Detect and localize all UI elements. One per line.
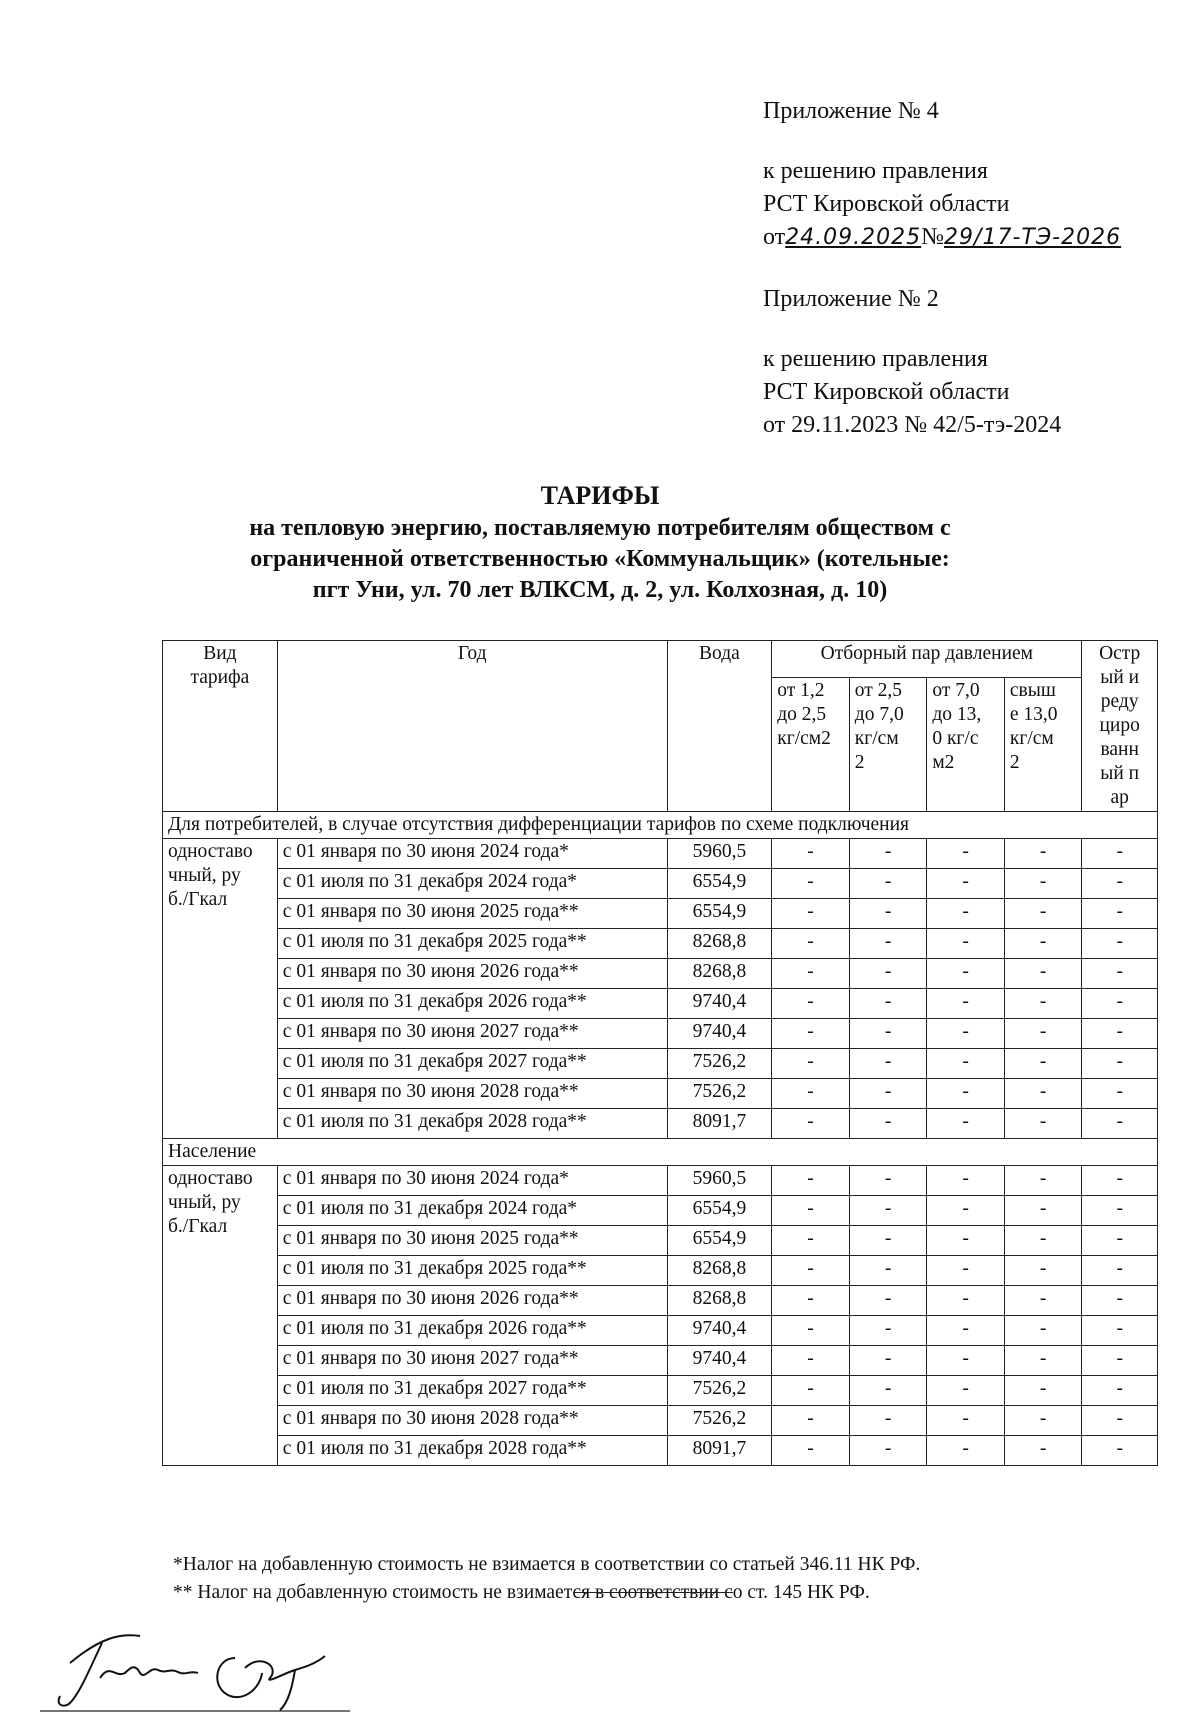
section-title: Население	[163, 1139, 1158, 1166]
steam-value: -	[1004, 1226, 1082, 1256]
steam-value: -	[1004, 1376, 1082, 1406]
divider-line	[573, 1592, 733, 1593]
steam-value: -	[927, 1256, 1005, 1286]
steam-value: -	[927, 1346, 1005, 1376]
steam-value: -	[927, 989, 1005, 1019]
steam-value: -	[1082, 989, 1158, 1019]
water-value: 8268,8	[667, 1286, 772, 1316]
steam-value: -	[772, 1286, 850, 1316]
steam-value: -	[849, 1436, 927, 1466]
steam-value: -	[1082, 959, 1158, 989]
appendix-4-line3: от24.09.2025№29/17-ТЭ-2026	[763, 224, 1122, 250]
footnote-2: ** Налог на добавленную стоимость не взимается в соответствии со ст. 145 НК РФ.	[173, 1582, 870, 1603]
steam-value: -	[1004, 929, 1082, 959]
water-value: 6554,9	[667, 869, 772, 899]
steam-value: -	[1082, 1346, 1158, 1376]
steam-value: -	[772, 959, 850, 989]
steam-value: -	[1082, 1376, 1158, 1406]
table-row	[163, 989, 1158, 1019]
steam-value: -	[927, 1376, 1005, 1406]
steam-value: -	[1004, 1049, 1082, 1079]
table-row	[163, 869, 1158, 899]
steam-value: -	[849, 869, 927, 899]
header-steam-4: свыше 13,0 кг/см2	[1004, 677, 1082, 811]
table-row	[163, 1019, 1158, 1049]
header-steam-2: от 2,5 до 7,0 кг/см2	[849, 677, 927, 811]
header-steam-1: от 1,2 до 2,5 кг/см2	[772, 677, 850, 811]
water-value: 6554,9	[667, 899, 772, 929]
steam-value: -	[772, 1049, 850, 1079]
steam-value: -	[849, 839, 927, 869]
steam-value: -	[1004, 1079, 1082, 1109]
title-line-3: пгт Уни, ул. 70 лет ВЛКСМ, д. 2, ул. Колхозная, д. 10)	[312, 577, 888, 603]
steam-value: -	[849, 959, 927, 989]
header-sharp-steam: Острый и редуцированный пар	[1082, 641, 1158, 812]
table-row	[163, 1079, 1158, 1109]
handwritten-number: 29/17-ТЭ-2026	[944, 225, 1122, 250]
steam-value: -	[1082, 869, 1158, 899]
steam-value: -	[1082, 1109, 1158, 1139]
steam-value: -	[1082, 1019, 1158, 1049]
header-water: Вода	[667, 641, 772, 812]
steam-value: -	[927, 959, 1005, 989]
table-row	[163, 1376, 1158, 1406]
title-main: ТАРИФЫ	[540, 481, 660, 510]
table-row	[163, 1346, 1158, 1376]
footnotes	[173, 1551, 920, 1607]
table-row	[163, 959, 1158, 989]
water-value: 7526,2	[667, 1376, 772, 1406]
steam-value: -	[849, 1166, 927, 1196]
steam-value: -	[772, 1226, 850, 1256]
table-row	[163, 1436, 1158, 1466]
steam-value: -	[849, 929, 927, 959]
table-row	[163, 1226, 1158, 1256]
water-value: 9740,4	[667, 1019, 772, 1049]
water-value: 7526,2	[667, 1049, 772, 1079]
steam-value: -	[927, 1286, 1005, 1316]
period-cell: с 01 января по 30 июня 2026 года**	[277, 959, 667, 989]
steam-value: -	[927, 1166, 1005, 1196]
table-row	[163, 1316, 1158, 1346]
table-row	[163, 1166, 1158, 1196]
steam-value: -	[927, 1196, 1005, 1226]
steam-value: -	[1082, 1226, 1158, 1256]
steam-value: -	[772, 1376, 850, 1406]
period-cell: с 01 июля по 31 декабря 2028 года**	[277, 1109, 667, 1139]
steam-value: -	[849, 989, 927, 1019]
steam-value: -	[849, 1286, 927, 1316]
appendix-2-line3: от 29.11.2023 № 42/5-тэ-2024	[763, 412, 1062, 438]
water-value: 8268,8	[667, 929, 772, 959]
period-cell: с 01 июля по 31 декабря 2027 года**	[277, 1049, 667, 1079]
tariffs-table-body	[163, 812, 1158, 1466]
header-steam: Отборный пар давлением	[772, 641, 1082, 678]
tariff-kind: одноставочный, руб./Гкал	[163, 1166, 278, 1466]
steam-value: -	[849, 1256, 927, 1286]
table-row	[163, 1049, 1158, 1079]
water-value: 6554,9	[667, 1226, 772, 1256]
steam-value: -	[849, 1376, 927, 1406]
steam-value: -	[772, 839, 850, 869]
steam-value: -	[772, 1196, 850, 1226]
period-cell: с 01 июля по 31 декабря 2026 года**	[277, 989, 667, 1019]
steam-value: -	[927, 1079, 1005, 1109]
steam-value: -	[772, 1019, 850, 1049]
period-cell: с 01 января по 30 июня 2025 года**	[277, 899, 667, 929]
steam-value: -	[849, 899, 927, 929]
table-row	[163, 1109, 1158, 1139]
steam-value: -	[772, 1316, 850, 1346]
appendix-2-line1: к решению правления	[763, 346, 988, 372]
steam-value: -	[772, 989, 850, 1019]
steam-value: -	[849, 1079, 927, 1109]
steam-value: -	[1004, 1436, 1082, 1466]
steam-value: -	[1082, 929, 1158, 959]
steam-value: -	[1004, 1196, 1082, 1226]
water-value: 7526,2	[667, 1406, 772, 1436]
steam-value: -	[772, 1109, 850, 1139]
handwritten-date: 24.09.2025	[785, 225, 922, 250]
water-value: 6554,9	[667, 1196, 772, 1226]
steam-value: -	[849, 1019, 927, 1049]
period-cell: с 01 января по 30 июня 2028 года**	[277, 1406, 667, 1436]
steam-value: -	[772, 869, 850, 899]
period-cell: с 01 января по 30 июня 2027 года**	[277, 1019, 667, 1049]
period-cell: с 01 января по 30 июня 2026 года**	[277, 1286, 667, 1316]
steam-value: -	[1004, 1286, 1082, 1316]
appendix-2-line2: РСТ Кировской области	[763, 379, 1010, 405]
steam-value: -	[849, 1316, 927, 1346]
water-value: 5960,5	[667, 839, 772, 869]
steam-value: -	[927, 839, 1005, 869]
table-row	[163, 1256, 1158, 1286]
steam-value: -	[772, 1436, 850, 1466]
steam-value: -	[1082, 899, 1158, 929]
steam-value: -	[1082, 1286, 1158, 1316]
water-value: 9740,4	[667, 1316, 772, 1346]
steam-value: -	[927, 929, 1005, 959]
steam-value: -	[1004, 839, 1082, 869]
steam-value: -	[1082, 1256, 1158, 1286]
table-row	[163, 839, 1158, 869]
water-value: 7526,2	[667, 1079, 772, 1109]
table-row	[163, 1196, 1158, 1226]
steam-value: -	[1082, 1406, 1158, 1436]
period-cell: с 01 января по 30 июня 2027 года**	[277, 1346, 667, 1376]
period-cell: с 01 июля по 31 декабря 2024 года*	[277, 1196, 667, 1226]
steam-value: -	[927, 1226, 1005, 1256]
steam-value: -	[849, 1226, 927, 1256]
steam-value: -	[1004, 1019, 1082, 1049]
water-value: 8091,7	[667, 1436, 772, 1466]
steam-value: -	[849, 1406, 927, 1436]
document-title	[150, 480, 1050, 606]
steam-value: -	[1082, 1079, 1158, 1109]
steam-value: -	[1004, 899, 1082, 929]
steam-value: -	[1082, 1436, 1158, 1466]
steam-value: -	[1004, 1406, 1082, 1436]
appendix-2-title: Приложение № 2	[763, 286, 939, 312]
steam-value: -	[849, 1346, 927, 1376]
steam-value: -	[927, 1436, 1005, 1466]
title-line-2: ограниченной ответственностью «Коммунальщик» (котельные:	[250, 546, 950, 572]
steam-value: -	[849, 1109, 927, 1139]
table-row	[163, 929, 1158, 959]
steam-value: -	[1082, 1316, 1158, 1346]
steam-value: -	[927, 1316, 1005, 1346]
steam-value: -	[927, 1019, 1005, 1049]
period-cell: с 01 января по 30 июня 2025 года**	[277, 1226, 667, 1256]
steam-value: -	[1004, 869, 1082, 899]
period-cell: с 01 июля по 31 декабря 2024 года*	[277, 869, 667, 899]
steam-value: -	[772, 1079, 850, 1109]
steam-value: -	[927, 1049, 1005, 1079]
steam-value: -	[1004, 989, 1082, 1019]
steam-value: -	[772, 1256, 850, 1286]
water-value: 8268,8	[667, 959, 772, 989]
steam-value: -	[1004, 959, 1082, 989]
appendix-2-block	[763, 283, 1061, 442]
steam-value: -	[849, 1049, 927, 1079]
steam-value: -	[772, 929, 850, 959]
period-cell: с 01 июля по 31 декабря 2026 года**	[277, 1316, 667, 1346]
steam-value: -	[1082, 1196, 1158, 1226]
period-cell: с 01 июля по 31 декабря 2025 года**	[277, 929, 667, 959]
table-row	[163, 1286, 1158, 1316]
tariff-kind: одноставочный, руб./Гкал	[163, 839, 278, 1139]
period-cell: с 01 июля по 31 декабря 2028 года**	[277, 1436, 667, 1466]
handwritten-signature	[30, 1618, 350, 1718]
appendix-4-title: Приложение № 4	[763, 98, 939, 124]
water-value: 9740,4	[667, 989, 772, 1019]
header-vid: Вид тарифа	[163, 641, 278, 812]
steam-value: -	[772, 899, 850, 929]
steam-value: -	[1082, 1049, 1158, 1079]
steam-value: -	[1004, 1166, 1082, 1196]
appendix-4-line2: РСТ Кировской области	[763, 191, 1010, 217]
water-value: 9740,4	[667, 1346, 772, 1376]
steam-value: -	[927, 1109, 1005, 1139]
period-cell: с 01 июля по 31 декабря 2025 года**	[277, 1256, 667, 1286]
steam-value: -	[772, 1166, 850, 1196]
table-row	[163, 899, 1158, 929]
steam-value: -	[1004, 1256, 1082, 1286]
header-year: Год	[277, 641, 667, 812]
steam-value: -	[1004, 1109, 1082, 1139]
steam-value: -	[1082, 1166, 1158, 1196]
period-cell: с 01 июля по 31 декабря 2027 года**	[277, 1376, 667, 1406]
appendix-4-block	[763, 95, 1121, 254]
water-value: 5960,5	[667, 1166, 772, 1196]
table-row	[163, 1406, 1158, 1436]
steam-value: -	[927, 899, 1005, 929]
section-title: Для потребителей, в случае отсутствия дифференциации тарифов по схеме подключения	[163, 812, 1158, 839]
steam-value: -	[927, 1406, 1005, 1436]
header-steam-3: от 7,0 до 13,0 кг/см2	[927, 677, 1005, 811]
steam-value: -	[772, 1346, 850, 1376]
steam-value: -	[1004, 1346, 1082, 1376]
steam-value: -	[849, 1196, 927, 1226]
appendix-4-line1: к решению правления	[763, 158, 988, 184]
period-cell: с 01 января по 30 июня 2028 года**	[277, 1079, 667, 1109]
steam-value: -	[927, 869, 1005, 899]
steam-value: -	[772, 1406, 850, 1436]
steam-value: -	[1082, 839, 1158, 869]
footnote-1: *Налог на добавленную стоимость не взимается в соответствии со статьей 346.11 НК РФ.	[173, 1554, 921, 1575]
period-cell: с 01 января по 30 июня 2024 года*	[277, 839, 667, 869]
steam-value: -	[1004, 1316, 1082, 1346]
title-line-1: на тепловую энергию, поставляемую потребителям обществом с	[249, 515, 951, 541]
water-value: 8268,8	[667, 1256, 772, 1286]
water-value: 8091,7	[667, 1109, 772, 1139]
period-cell: с 01 января по 30 июня 2024 года*	[277, 1166, 667, 1196]
tariffs-table	[162, 640, 1158, 1466]
